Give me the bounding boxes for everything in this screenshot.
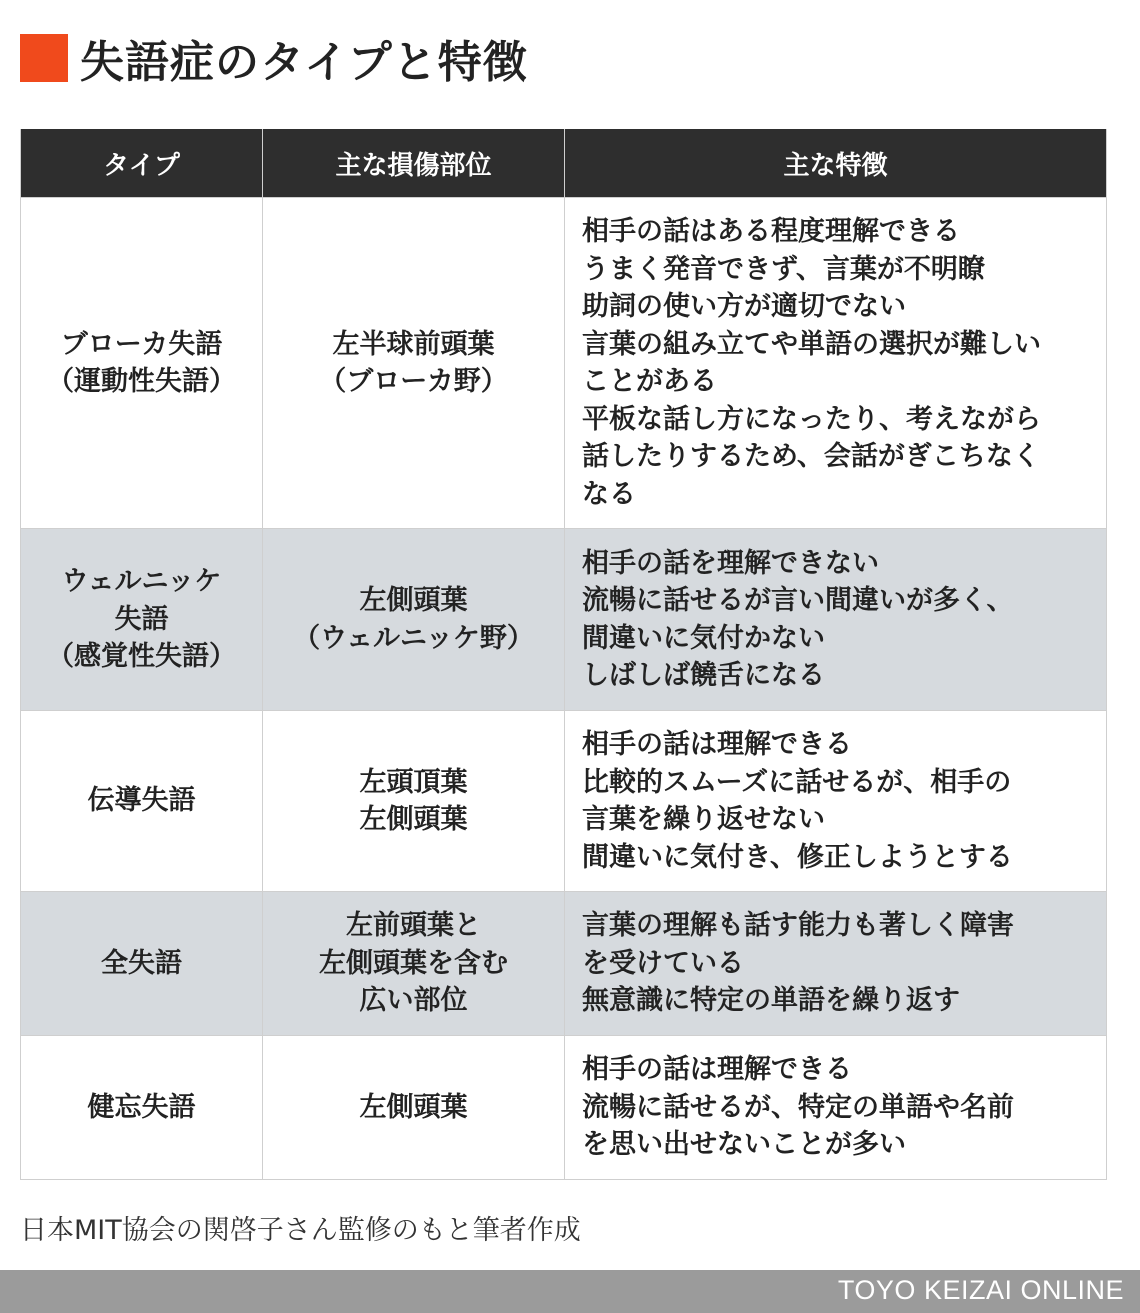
page-title-text: 失語症のタイプと特徴 <box>80 37 528 88</box>
cell-features-line: 流暢に話せるが、特定の単語や名前 <box>582 1091 1014 1123</box>
cell-type <box>21 198 263 529</box>
cell-site <box>263 711 565 892</box>
cell-site <box>263 198 565 529</box>
cell-type <box>21 529 263 711</box>
header-type: タイプ <box>21 129 263 198</box>
cell-features-line: ことがある <box>582 366 717 397</box>
cell-features <box>565 198 1107 529</box>
cell-features-line: 平板な話し方になったり、考えながら <box>582 403 1041 435</box>
cell-type-line: 健忘失語 <box>87 1091 196 1123</box>
cell-type-line: （運動性失語） <box>47 366 236 397</box>
table-body <box>21 198 1107 1180</box>
cell-features <box>565 711 1107 892</box>
cell-features-line: 言葉の理解も話す能力も著しく障害 <box>582 910 1014 942</box>
cell-features-line: うまく発音できず、言葉が不明瞭 <box>582 253 985 285</box>
cell-features-line: 相手の話は理解できる <box>582 1054 852 1086</box>
cell-site-line: 左半球前頭葉 <box>332 328 495 360</box>
cell-site <box>263 529 565 711</box>
table-header-row <box>21 129 1107 198</box>
cell-features-line: を受けている <box>582 947 744 979</box>
cell-features-line: 言葉を繰り返せない <box>582 804 825 835</box>
cell-type-line: （感覚性失語） <box>47 641 236 673</box>
cell-features-line: 間違いに気付き、修正しようとする <box>582 841 1013 873</box>
table-row <box>21 892 1107 1036</box>
table-row <box>21 198 1107 529</box>
cell-site-line: （ウェルニッケ野） <box>293 622 534 654</box>
cell-features-line: なる <box>582 478 636 510</box>
cell-features-line: 助詞の使い方が適切でない <box>582 291 906 322</box>
cell-site <box>263 892 565 1036</box>
cell-site-line: 左側頭葉を含む <box>319 947 508 979</box>
cell-features-line: 話したりするため、会話がぎこちなく <box>582 441 1040 472</box>
cell-features-line: 言葉の組み立てや単語の選択が難しい <box>582 328 1041 360</box>
cell-site-line: 左前頭葉と <box>346 910 481 942</box>
table-row <box>21 711 1107 892</box>
cell-features-line: 比較的スムーズに話せるが、相手の <box>582 766 1012 798</box>
cell-type-line: 全失語 <box>101 947 182 979</box>
cell-features-line: を思い出せないことが多い <box>582 1129 906 1161</box>
cell-features-line: 流暢に話せるが言い間違いが多く、 <box>582 585 1014 616</box>
footer-bar <box>0 1270 1140 1313</box>
cell-type-line: ブローカ失語 <box>60 328 223 360</box>
cell-site <box>263 1036 565 1180</box>
cell-type <box>21 892 263 1036</box>
header-site: 主な損傷部位 <box>263 129 565 198</box>
footer-brand: TOYO KEIZAI ONLINE <box>837 1275 1124 1305</box>
cell-site-line: 左側頭葉 <box>359 804 468 835</box>
title-accent-square <box>20 34 68 82</box>
page-title <box>20 28 528 88</box>
cell-features-line: 無意識に特定の単語を繰り返す <box>582 985 960 1017</box>
aphasia-types-table <box>20 129 1107 1180</box>
cell-features-line: 相手の話は理解できる <box>582 729 852 760</box>
cell-features-line: 間違いに気付かない <box>582 622 825 654</box>
cell-features-line: しばしば饒舌になる <box>582 660 825 691</box>
title-accent-square-fill <box>20 34 68 82</box>
cell-type <box>21 711 263 892</box>
source-note: 日本MIT協会の関啓子さん監修のもと筆者作成 <box>20 1215 581 1246</box>
cell-site-line: （ブローカ野） <box>319 366 508 397</box>
cell-features <box>565 892 1107 1036</box>
cell-type-line: 伝導失語 <box>87 785 196 817</box>
table-row <box>21 529 1107 711</box>
cell-features <box>565 1036 1107 1180</box>
cell-features-line: 相手の話を理解できない <box>582 547 879 579</box>
cell-type-line: 失語 <box>114 603 169 635</box>
header-features: 主な特徴 <box>565 129 1107 198</box>
cell-type <box>21 1036 263 1180</box>
cell-site-line: 左側頭葉 <box>359 1091 468 1123</box>
cell-features <box>565 529 1107 711</box>
cell-site-line: 左頭頂葉 <box>359 766 468 798</box>
cell-type-line: ウェルニッケ <box>61 566 222 598</box>
cell-site-line: 左側頭葉 <box>359 585 468 616</box>
table-row <box>21 1036 1107 1180</box>
cell-site-line: 広い部位 <box>359 985 468 1017</box>
cell-features-line: 相手の話はある程度理解できる <box>582 216 960 247</box>
